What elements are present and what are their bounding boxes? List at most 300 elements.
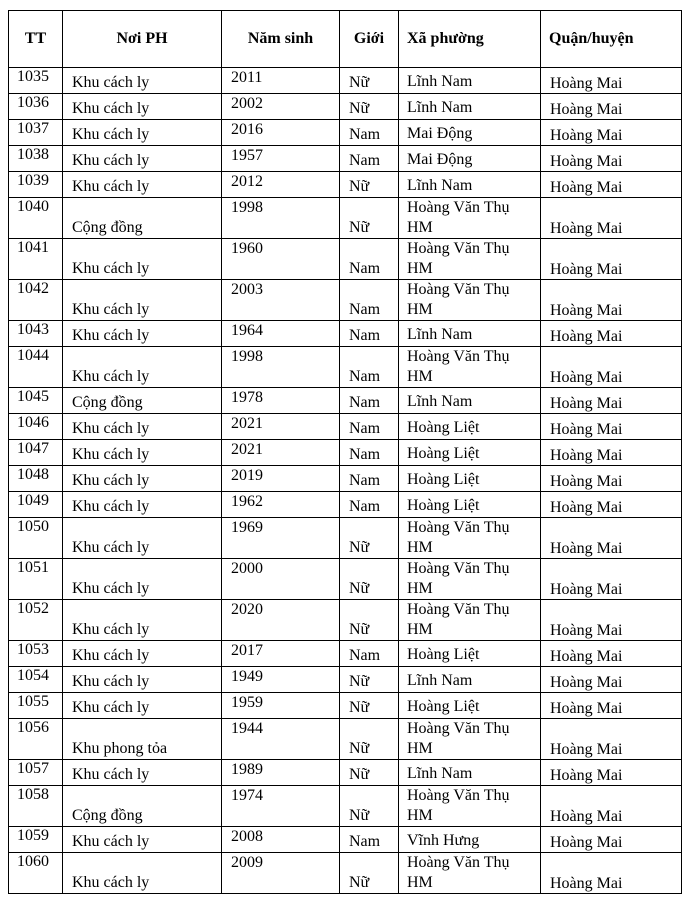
cell-nam-sinh [222, 280, 340, 321]
table-row [9, 388, 682, 414]
cell-xa-phuong [399, 321, 541, 347]
cell-gioi [340, 693, 399, 719]
header-quan-huyen: Quận/huyện [541, 11, 682, 68]
cell-nam-sinh-text: 2020 [231, 601, 263, 618]
cell-tt-text: 1036 [17, 94, 49, 111]
cell-xa-phuong [399, 414, 541, 440]
cell-xa-phuong-text: Hoàng Văn Thụ HM [407, 240, 510, 277]
cell-xa-phuong [399, 94, 541, 120]
cell-quan-huyen-text: Hoàng Mai [550, 875, 623, 892]
cell-gioi [340, 94, 399, 120]
table-row [9, 667, 682, 693]
cell-tt-text: 1049 [17, 492, 49, 509]
cell-quan-huyen [541, 600, 682, 641]
cell-noi-ph [63, 280, 222, 321]
cell-quan-huyen-text: Hoàng Mai [550, 328, 623, 345]
table-row [9, 466, 682, 492]
cell-tt [9, 518, 63, 559]
cell-gioi [340, 827, 399, 853]
cell-nam-sinh-text: 1962 [231, 493, 263, 510]
cell-quan-huyen-text: Hoàng Mai [550, 767, 623, 784]
cell-quan-huyen [541, 641, 682, 667]
cell-tt-text: 1040 [17, 198, 49, 215]
cell-nam-sinh [222, 559, 340, 600]
cell-xa-phuong-text: Lĩnh Nam [407, 177, 473, 194]
cell-nam-sinh-text: 1944 [231, 720, 263, 737]
table-row [9, 559, 682, 600]
cell-noi-ph-text: Khu cách ly [72, 446, 150, 463]
header-noi-ph: Nơi PH [63, 11, 222, 68]
cell-noi-ph-text: Khu cách ly [72, 74, 150, 91]
cell-tt-text: 1045 [17, 388, 49, 405]
cell-xa-phuong [399, 440, 541, 466]
cell-tt [9, 94, 63, 120]
cell-noi-ph [63, 68, 222, 94]
cell-tt-text: 1048 [17, 466, 49, 483]
cell-gioi [340, 760, 399, 786]
cell-nam-sinh [222, 68, 340, 94]
cell-xa-phuong-text: Hoàng Văn Thụ HM [407, 348, 510, 385]
cell-tt [9, 719, 63, 760]
header-nam-sinh: Năm sinh [222, 11, 340, 68]
cell-gioi-text: Nam [349, 446, 381, 463]
cell-tt [9, 280, 63, 321]
cell-nam-sinh-text: 2016 [231, 121, 263, 138]
cell-gioi-text: Nam [349, 368, 381, 385]
table-row [9, 827, 682, 853]
cell-nam-sinh [222, 239, 340, 280]
cell-nam-sinh-text: 2002 [231, 95, 263, 112]
cell-quan-huyen-text: Hoàng Mai [550, 700, 623, 717]
cell-noi-ph-text: Khu cách ly [72, 699, 150, 716]
cell-nam-sinh [222, 786, 340, 827]
cell-noi-ph [63, 667, 222, 693]
cell-quan-huyen-text: Hoàng Mai [550, 101, 623, 118]
cell-tt-text: 1055 [17, 693, 49, 710]
cell-noi-ph-text: Khu cách ly [72, 152, 150, 169]
cell-noi-ph-text: Khu cách ly [72, 874, 150, 891]
cell-tt [9, 492, 63, 518]
cell-gioi-text: Nữ [349, 699, 370, 716]
table-row [9, 492, 682, 518]
table-row [9, 600, 682, 641]
cell-quan-huyen-text: Hoàng Mai [550, 834, 623, 851]
cell-nam-sinh-text: 2012 [231, 173, 263, 190]
cell-xa-phuong [399, 347, 541, 388]
cell-tt-text: 1038 [17, 146, 49, 163]
cell-quan-huyen-text: Hoàng Mai [550, 447, 623, 464]
cell-nam-sinh [222, 172, 340, 198]
cell-xa-phuong [399, 667, 541, 693]
cell-xa-phuong [399, 146, 541, 172]
cell-nam-sinh-text: 2017 [231, 642, 263, 659]
cell-noi-ph [63, 693, 222, 719]
cell-gioi [340, 786, 399, 827]
cell-tt [9, 600, 63, 641]
cell-nam-sinh-text: 1949 [231, 668, 263, 685]
cell-quan-huyen [541, 853, 682, 894]
cell-tt-text: 1041 [17, 239, 49, 256]
cell-nam-sinh [222, 853, 340, 894]
cell-quan-huyen-text: Hoàng Mai [550, 473, 623, 490]
cell-nam-sinh-text: 1960 [231, 240, 263, 257]
cell-gioi-text: Nam [349, 152, 381, 169]
cell-xa-phuong-text: Hoàng Văn Thụ HM [407, 560, 510, 597]
cell-noi-ph-text: Cộng đồng [72, 807, 143, 824]
cell-noi-ph-text: Khu cách ly [72, 580, 150, 597]
cell-noi-ph [63, 347, 222, 388]
cell-quan-huyen-text: Hoàng Mai [550, 302, 623, 319]
table-row [9, 239, 682, 280]
cell-noi-ph-text: Khu cách ly [72, 126, 150, 143]
cell-tt [9, 321, 63, 347]
cell-xa-phuong-text: Hoàng Liệt [407, 471, 480, 488]
cell-quan-huyen [541, 667, 682, 693]
cell-quan-huyen [541, 492, 682, 518]
cell-nam-sinh [222, 492, 340, 518]
cell-xa-phuong-text: Hoàng Liệt [407, 445, 480, 462]
header-xa-phuong: Xã phường [399, 11, 541, 68]
cell-nam-sinh [222, 198, 340, 239]
table-row [9, 518, 682, 559]
cell-xa-phuong [399, 827, 541, 853]
cell-gioi [340, 321, 399, 347]
cell-xa-phuong [399, 172, 541, 198]
cell-noi-ph-text: Khu cách ly [72, 260, 150, 277]
cell-quan-huyen [541, 68, 682, 94]
cell-quan-huyen-text: Hoàng Mai [550, 220, 623, 237]
cell-quan-huyen-text: Hoàng Mai [550, 648, 623, 665]
cell-gioi [340, 198, 399, 239]
header-tt: TT [9, 11, 63, 68]
cell-gioi-text: Nữ [349, 673, 370, 690]
cell-quan-huyen [541, 693, 682, 719]
cell-nam-sinh [222, 719, 340, 760]
cell-quan-huyen-text: Hoàng Mai [550, 261, 623, 278]
cell-gioi [340, 559, 399, 600]
cell-noi-ph [63, 786, 222, 827]
cell-quan-huyen [541, 760, 682, 786]
cell-gioi-text: Nữ [349, 539, 370, 556]
cell-xa-phuong [399, 786, 541, 827]
cell-xa-phuong-text: Mai Động [407, 125, 473, 142]
cell-noi-ph-text: Khu phong tỏa [72, 740, 168, 757]
cell-quan-huyen-text: Hoàng Mai [550, 674, 623, 691]
cell-gioi-text: Nam [349, 260, 381, 277]
cell-noi-ph-text: Khu cách ly [72, 833, 150, 850]
table-row [9, 760, 682, 786]
cell-tt-text: 1057 [17, 760, 49, 777]
cell-xa-phuong-text: Lĩnh Nam [407, 765, 473, 782]
cell-tt-text: 1056 [17, 719, 49, 736]
cell-tt-text: 1042 [17, 280, 49, 297]
cell-quan-huyen [541, 94, 682, 120]
table-row [9, 198, 682, 239]
cell-xa-phuong-text: Lĩnh Nam [407, 99, 473, 116]
cell-nam-sinh [222, 600, 340, 641]
cell-noi-ph-text: Khu cách ly [72, 327, 150, 344]
cell-quan-huyen [541, 120, 682, 146]
cell-xa-phuong-text: Hoàng Liệt [407, 698, 480, 715]
cell-xa-phuong-text: Hoàng Liệt [407, 646, 480, 663]
table-row [9, 414, 682, 440]
cell-gioi [340, 518, 399, 559]
cell-gioi [340, 347, 399, 388]
cell-noi-ph [63, 321, 222, 347]
cell-tt [9, 827, 63, 853]
cell-nam-sinh [222, 120, 340, 146]
cell-tt-text: 1043 [17, 321, 49, 338]
cell-gioi [340, 667, 399, 693]
cell-nam-sinh [222, 827, 340, 853]
cell-noi-ph-text: Khu cách ly [72, 420, 150, 437]
cell-noi-ph [63, 198, 222, 239]
cell-nam-sinh [222, 440, 340, 466]
cell-quan-huyen [541, 239, 682, 280]
cell-gioi [340, 388, 399, 414]
cell-xa-phuong [399, 600, 541, 641]
cell-gioi [340, 719, 399, 760]
cell-quan-huyen-text: Hoàng Mai [550, 421, 623, 438]
cell-noi-ph-text: Khu cách ly [72, 766, 150, 783]
cell-noi-ph-text: Khu cách ly [72, 301, 150, 318]
cell-xa-phuong [399, 466, 541, 492]
cell-gioi [340, 280, 399, 321]
cell-gioi-text: Nam [349, 647, 381, 664]
cell-tt [9, 347, 63, 388]
cell-noi-ph [63, 827, 222, 853]
cell-gioi-text: Nam [349, 498, 381, 515]
cell-noi-ph [63, 94, 222, 120]
cell-quan-huyen [541, 280, 682, 321]
cell-gioi-text: Nữ [349, 74, 370, 91]
cell-quan-huyen-text: Hoàng Mai [550, 499, 623, 516]
cell-quan-huyen-text: Hoàng Mai [550, 808, 623, 825]
cell-noi-ph [63, 492, 222, 518]
cell-noi-ph-text: Khu cách ly [72, 472, 150, 489]
cell-xa-phuong-text: Hoàng Văn Thụ HM [407, 720, 510, 757]
cell-gioi-text: Nữ [349, 766, 370, 783]
cell-tt [9, 786, 63, 827]
cell-tt-text: 1052 [17, 600, 49, 617]
cell-gioi [340, 853, 399, 894]
cell-noi-ph [63, 559, 222, 600]
cell-noi-ph [63, 172, 222, 198]
cell-quan-huyen-text: Hoàng Mai [550, 153, 623, 170]
cell-xa-phuong-text: Hoàng Văn Thụ HM [407, 787, 510, 824]
cell-quan-huyen-text: Hoàng Mai [550, 540, 623, 557]
cell-nam-sinh-text: 2008 [231, 828, 263, 845]
cell-gioi [340, 440, 399, 466]
cell-xa-phuong [399, 492, 541, 518]
table-row [9, 347, 682, 388]
cell-tt [9, 559, 63, 600]
cell-noi-ph [63, 120, 222, 146]
cell-tt-text: 1051 [17, 559, 49, 576]
cell-xa-phuong [399, 239, 541, 280]
cell-tt [9, 641, 63, 667]
cell-noi-ph [63, 518, 222, 559]
cell-tt-text: 1050 [17, 518, 49, 535]
cell-noi-ph [63, 719, 222, 760]
cell-xa-phuong-text: Lĩnh Nam [407, 73, 473, 90]
table-row [9, 280, 682, 321]
cell-noi-ph [63, 239, 222, 280]
cell-xa-phuong-text: Hoàng Văn Thụ HM [407, 281, 510, 318]
table-row [9, 440, 682, 466]
cell-gioi-text: Nam [349, 472, 381, 489]
cell-nam-sinh-text: 1998 [231, 348, 263, 365]
cell-quan-huyen-text: Hoàng Mai [550, 127, 623, 144]
cell-noi-ph-text: Khu cách ly [72, 178, 150, 195]
cell-gioi-text: Nữ [349, 807, 370, 824]
cell-nam-sinh [222, 347, 340, 388]
cell-nam-sinh-text: 1959 [231, 694, 263, 711]
cell-gioi-text: Nữ [349, 874, 370, 891]
cell-quan-huyen [541, 827, 682, 853]
cell-tt-text: 1058 [17, 786, 49, 803]
header-row [9, 11, 682, 68]
cell-nam-sinh-text: 2003 [231, 281, 263, 298]
cell-quan-huyen-text: Hoàng Mai [550, 369, 623, 386]
header-gioi: Giới [340, 11, 399, 68]
cell-tt-text: 1059 [17, 827, 49, 844]
cell-gioi [340, 466, 399, 492]
cell-xa-phuong-text: Mai Động [407, 151, 473, 168]
cell-nam-sinh-text: 1957 [231, 147, 263, 164]
cell-nam-sinh-text: 1989 [231, 761, 263, 778]
table-row [9, 853, 682, 894]
cell-nam-sinh-text: 1974 [231, 787, 263, 804]
cell-nam-sinh [222, 466, 340, 492]
cell-tt [9, 120, 63, 146]
cell-xa-phuong-text: Hoàng Văn Thụ HM [407, 854, 510, 891]
cell-gioi [340, 68, 399, 94]
cell-gioi-text: Nam [349, 301, 381, 318]
cell-gioi-text: Nữ [349, 178, 370, 195]
cell-xa-phuong-text: Hoàng Văn Thụ HM [407, 199, 510, 236]
cell-nam-sinh [222, 414, 340, 440]
cell-nam-sinh [222, 667, 340, 693]
cell-quan-huyen [541, 321, 682, 347]
cell-quan-huyen [541, 198, 682, 239]
cell-noi-ph [63, 641, 222, 667]
cell-xa-phuong-text: Lĩnh Nam [407, 672, 473, 689]
cell-gioi [340, 641, 399, 667]
cell-tt [9, 667, 63, 693]
cell-quan-huyen-text: Hoàng Mai [550, 179, 623, 196]
cell-noi-ph-text: Khu cách ly [72, 673, 150, 690]
cell-gioi [340, 414, 399, 440]
cell-tt [9, 466, 63, 492]
cell-noi-ph [63, 146, 222, 172]
cell-xa-phuong-text: Hoàng Văn Thụ HM [407, 601, 510, 638]
cell-xa-phuong [399, 693, 541, 719]
cell-xa-phuong [399, 388, 541, 414]
cell-quan-huyen [541, 146, 682, 172]
cell-tt [9, 388, 63, 414]
cell-gioi-text: Nữ [349, 219, 370, 236]
cell-tt [9, 172, 63, 198]
cell-noi-ph [63, 414, 222, 440]
cell-gioi-text: Nam [349, 126, 381, 143]
cell-xa-phuong [399, 120, 541, 146]
cell-gioi-text: Nữ [349, 580, 370, 597]
cell-tt [9, 440, 63, 466]
table-row [9, 68, 682, 94]
cell-gioi [340, 600, 399, 641]
table-row [9, 146, 682, 172]
cell-gioi-text: Nam [349, 420, 381, 437]
cell-nam-sinh [222, 321, 340, 347]
cell-noi-ph-text: Khu cách ly [72, 647, 150, 664]
cell-nam-sinh-text: 2021 [231, 415, 263, 432]
table-row [9, 94, 682, 120]
cell-gioi-text: Nữ [349, 621, 370, 638]
cell-noi-ph-text: Cộng đồng [72, 394, 143, 411]
cell-quan-huyen [541, 559, 682, 600]
cell-xa-phuong [399, 280, 541, 321]
cell-quan-huyen-text: Hoàng Mai [550, 622, 623, 639]
cell-noi-ph [63, 440, 222, 466]
cell-nam-sinh [222, 388, 340, 414]
cell-gioi-text: Nữ [349, 100, 370, 117]
cell-xa-phuong [399, 198, 541, 239]
cell-tt [9, 198, 63, 239]
cell-nam-sinh-text: 2000 [231, 560, 263, 577]
table-row [9, 719, 682, 760]
cell-xa-phuong [399, 559, 541, 600]
cell-xa-phuong-text: Hoàng Văn Thụ HM [407, 519, 510, 556]
cell-tt-text: 1037 [17, 120, 49, 137]
cell-nam-sinh [222, 693, 340, 719]
cell-nam-sinh-text: 1969 [231, 519, 263, 536]
cell-quan-huyen [541, 786, 682, 827]
cell-nam-sinh [222, 146, 340, 172]
cell-xa-phuong-text: Lĩnh Nam [407, 326, 473, 343]
cell-quan-huyen [541, 440, 682, 466]
cell-quan-huyen [541, 466, 682, 492]
cell-xa-phuong [399, 518, 541, 559]
table-row [9, 120, 682, 146]
cell-tt-text: 1053 [17, 641, 49, 658]
cell-noi-ph [63, 466, 222, 492]
cell-tt-text: 1046 [17, 414, 49, 431]
cell-tt-text: 1035 [17, 68, 49, 85]
cell-gioi [340, 146, 399, 172]
cell-gioi-text: Nam [349, 833, 381, 850]
cell-tt [9, 68, 63, 94]
cell-tt-text: 1060 [17, 853, 49, 870]
cell-nam-sinh [222, 94, 340, 120]
cell-gioi [340, 492, 399, 518]
cell-tt [9, 414, 63, 440]
cell-noi-ph [63, 600, 222, 641]
cell-nam-sinh-text: 2009 [231, 854, 263, 871]
table-row [9, 172, 682, 198]
cell-xa-phuong [399, 719, 541, 760]
table-row [9, 693, 682, 719]
cell-tt [9, 146, 63, 172]
cell-xa-phuong [399, 760, 541, 786]
cell-xa-phuong-text: Hoàng Liệt [407, 419, 480, 436]
cell-quan-huyen [541, 719, 682, 760]
cell-tt-text: 1054 [17, 667, 49, 684]
cell-gioi-text: Nam [349, 394, 381, 411]
cell-quan-huyen-text: Hoàng Mai [550, 581, 623, 598]
cell-noi-ph-text: Khu cách ly [72, 100, 150, 117]
cell-quan-huyen [541, 388, 682, 414]
